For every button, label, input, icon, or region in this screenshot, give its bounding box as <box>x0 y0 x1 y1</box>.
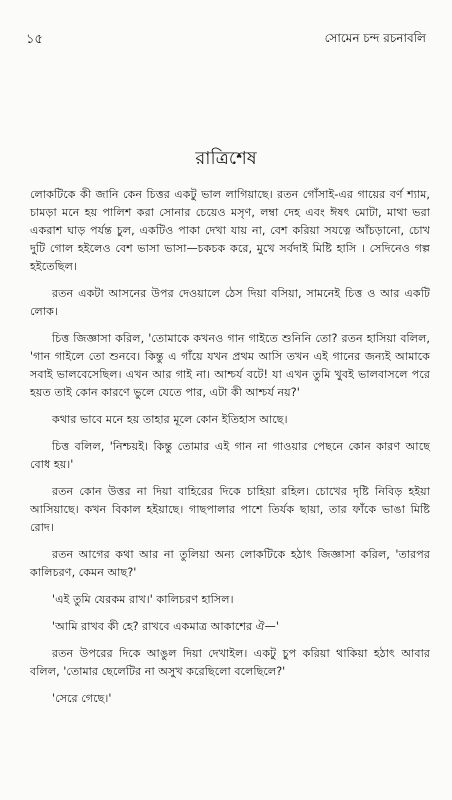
running-header: সোমেন চন্দ রচনাবলি <box>324 31 426 45</box>
chapter-title: রাত্রিশেষ <box>195 148 257 169</box>
paragraph: রতন একটা আসনের উপর দেওয়ালে ঠেস দিয়া বসিয়া, সামনেই চিত্ত ও আর একটি লোক। <box>30 287 430 318</box>
paragraph: চিত্ত বলিল, 'নিশ্চয়ই। কিন্তু তোমার এই গান না গাওয়ার পেছনে কোন কারণ আছে বোধ হয়।' <box>30 440 430 471</box>
page-number: ১৫ <box>26 32 43 47</box>
paragraph: 'সেরে গেছে।' <box>52 692 112 705</box>
paragraph: 'এই তুমি যেরকম রাখ।' কালিচরণ হাসিল। <box>52 593 234 606</box>
paragraph: রতন আগের কথা আর না তুলিয়া অন্য লোকটিকে হঠাৎ জিজ্ঞাসা করিল, 'তারপর কালিচরণ, কেমন আছ?' <box>30 548 430 579</box>
paragraph: কথার ভাবে মনে হয় তাহার মূলে কোন ইতিহাস আছে। <box>52 413 288 426</box>
paragraph: চিত্ত জিজ্ঞাসা করিল, 'তোমাকে কখনও গান গাইতে শুনিনি তো? রতন হাসিয়া বলিল, 'গান গাইলে তো শুনবে। কিন্তু এ গাঁয়ে যখন প্রথম আসি তখন এই গানের জন্যই আমাকে সবাই ভালবেসেছিল। এখন আর গাই না। আশ্চর্য বটে! যা এখন তুমি খুবই ভালবাসলে পরে হয়ত তাই কোন কারণে ভুলে যেতে পার, এটা কী আশ্চর্য নয়?' <box>30 332 430 399</box>
body-text <box>30 186 430 708</box>
paragraph: রতন কোন উত্তর না দিয়া বাহিরের দিকে চাহিয়া রহিল। চোখের দৃষ্টি নিবিড় হইয়া আসিয়াছে। কখন বিকাল হইয়াছে। গাছপালার পাশে তির্যক ছায়া, তার ফাঁকে ভাঙা মিষ্টি রোদ। <box>30 485 430 534</box>
paragraph: লোকটিকে কী জানি কেন চিত্তর একটু ভাল লাগিয়াছে। রতন গোঁসাই-এর গায়ের বর্ণ শ্যাম, চামড়া মনে হয় পালিশ করা সোনার চেয়েও মসৃণ, লম্বা দেহ এবং ঈষৎ মোটা, মাথা ভরা একরাশ ঘাড় পর্যন্ত চুল, একটিও পাকা দেখা যায় না, বেশ করিয়া সযত্নে আঁচড়ানো, চোখ দুটি গোল হইলেও বেশ ভাসা ভাসা—চকচক করে, মুখে সর্বদাই মিষ্টি হাসি । সেদিনেও গল্প হইতেছিল। <box>30 188 430 273</box>
paragraph: রতন উপরের দিকে আঙুল দিয়া দেখাইল। একটু চুপ করিয়া থাকিয়া হঠাৎ আবার বলিল, 'তোমার ছেলেটির না অসুখ করেছিলো বলেছিলে?' <box>30 647 430 678</box>
paragraph: 'আমি রাখব কী হে? রাখবে একমাত্র আকাশের ঐ—' <box>52 620 279 633</box>
